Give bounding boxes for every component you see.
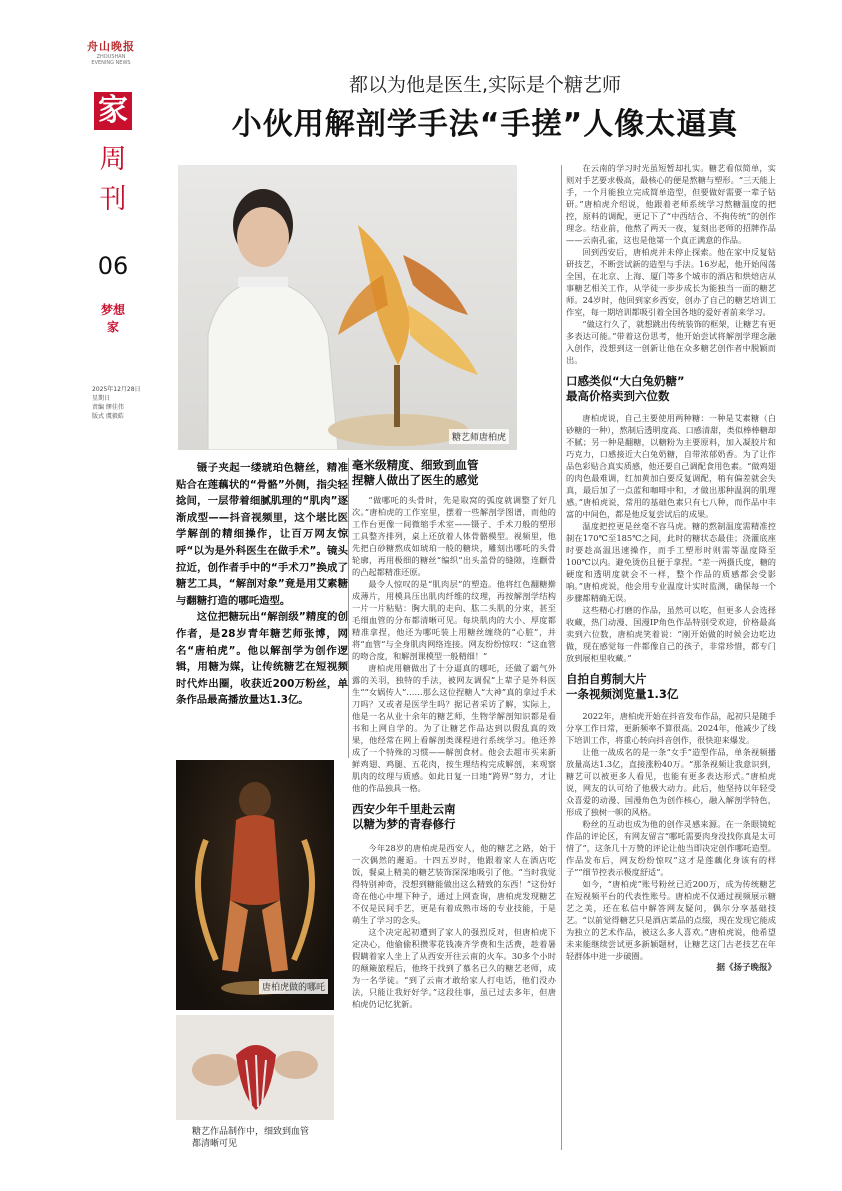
section-logo: 家 [94, 92, 132, 130]
subheading-1-line1: 毫米级精度、细致到血管 [352, 458, 479, 472]
closeup-caption-line2: 都清晰可见 [192, 1139, 238, 1149]
body-paragraph: “做这行久了，就想跳出传统装饰的框架，让糖艺有更多表达可能。”带着这份思考，他开始尝试将解剖学理念融入创作，没想到这一创新让他在众多糖艺创作者中脱颖而出。 [566, 319, 776, 365]
body-paragraph: 如今，“唐柏虎”账号粉丝已近200万，成为传统糖艺在短视频平台的代表性账号。唐柏虎不仅通过视频展示糖艺之美，还在私信中解答网友疑问，偶尔分享基础技艺。“以前觉得糖艺只是酒店菜品的点缀，现在发现它能成为独立的艺术作品，被这么多人喜欢。”唐柏虎说，他希望未来能继续尝试更多新颖题材，让糖艺这门古老技艺在年轻群体中进一步破圈。 [566, 879, 776, 961]
body-paragraph: 2022年，唐柏虎开始在抖音发布作品，起初只是随手分享工作日常，更新频率不算很高。2024年，他减少了线下培训工作，将重心转向抖音创作，很快迎来爆发。 [566, 711, 776, 745]
kicker-headline: 都以为他是医生,实际是个糖艺师 [348, 74, 622, 96]
layout-credit: 版式 虞毅皓 [92, 413, 124, 420]
subheading-4 [566, 672, 776, 702]
closeup-illustration [176, 1015, 334, 1120]
main-photo [178, 165, 517, 450]
body-paragraph: 回到西安后，唐柏虎并未停止探索。他在家中反复钻研技艺，不断尝试新的造型与手法。16岁起，他开始闯荡全国，在北京、上海、厦门等多个城市的酒店和烘焙店从事糖艺相关工作，从学徒一步步成长为能独当一面的糖艺师。24岁时，他回到家乡西安，创办了自己的糖艺培训工作室，每一期培训都吸引着全国各地的爱好者前来学习。 [566, 247, 776, 317]
column-name: 梦想家 [100, 303, 125, 334]
body-paragraph: 今年28岁的唐柏虎是西安人，他的糖艺之路，始于一次偶然的邂逅。十四五岁时，他跟着家人在酒店吃饭，餐桌上精美的糖艺装饰深深地吸引了他。“当时我觉得特别神奇，没想到糖能做出这么精致的东西！”这份好奇在他心中埋下种子，通过上网查询，唐柏虎发现糖艺不仅是民间手艺，更是有着成熟市场的专业技能，于是萌生了学习的念头。 [352, 843, 556, 925]
column-divider [348, 458, 349, 758]
body-paragraph: “做哪吒的头骨时，先是取窝的弧度就调整了好几次。”唐柏虎的工作室里，摆着一些解剖学图谱，而他的工作台更像一间微缩手术室——镊子、手术刀般的塑形工具整齐排列，桌上还放着人体骨骼模型。视频里，他先把白砂糖熬成如琥珀一般的糖块，雕刻出哪吒的头骨轮廓，再用极细的糖丝“编织”出头盖骨的缝隙，连颧骨的凸起都精准还原。 [352, 495, 556, 577]
body-paragraph: 这个决定起初遭到了家人的强烈反对，但唐柏虎下定决心，他偷偷积攒零花钱凑齐学费和生活费，趁着暑假瞒着家人坐上了从西安开往云南的火车。30多个小时的颠簸旅程后，他终于找到了慕名已久的糖艺老师，成为一名学徒。“到了云南才敢给家人打电话，他们没办法，只能让我好好学。”这段往事，虽已过去多年，但唐柏虎仍记忆犹新。 [352, 927, 556, 1009]
lead-paragraphs [176, 460, 348, 709]
nezha-caption: 唐柏虎做的哪吒 [259, 979, 328, 994]
lead-paragraph: 镊子夹起一缕琥珀色糖丝，精准贴合在莲藕状的“骨骼”外侧，指尖轻捻间，一层带着细腻肌理的“肌肉”逐渐成型——抖音视频里，这个堪比医学解剖的精细操作，让百万网友惊呼“以为是外科医生在做手术”。镜头拉近，创作者手中的“手术刀”换成了糖艺工具，“解剖对象”竟是用艾素糖与翻糖打造的哪吒造型。 [176, 462, 348, 607]
column-divider [561, 165, 562, 1150]
subheading-3 [566, 374, 776, 404]
subheading-1 [352, 458, 552, 488]
lead-paragraph: 这位把糖玩出“解剖级”精度的创作者，是28岁青年糖艺师张博，网名“唐柏虎”。他以解剖学为创作逻辑，用糖为媒，让传统糖艺在短视频时代炸出圈，收获近200万粉丝，单条作品最高播放量达1.3亿。 [176, 611, 348, 707]
masthead-name-en-line1: ZHOUSHAN [96, 54, 126, 60]
body-paragraph: 唐柏虎说，自己主要使用两种糖：一种是艾素糖（白砂糖的一种），熬制后透明度高、口感清甜，类似棒棒糖却不腻；另一种是翻糖，以糖粉为主要原料，加入凝胶片和巧克力，口感接近大白兔奶糖，自带浓郁奶香。为了让作品色彩贴合真实质感，他还要自己调配食用色素。“做鸡翅的肉色最难调，红加黄加白要反复调配，稍有偏差就会失真，最后加了一点蓝和咖啡中和，才做出那种温润的肌理感。”唐柏虎说，常用的基础色素只有七八种，而作品中丰富的中间色，都是他反复尝试后的成果。 [566, 413, 776, 519]
closeup-photo [176, 1015, 334, 1120]
masthead-name-en [83, 54, 139, 66]
subheading-1-line2: 捏糖人做出了医生的感觉 [352, 473, 479, 487]
main-photo-caption: 糖艺师唐柏虎 [449, 429, 509, 444]
closeup-caption [192, 1126, 342, 1150]
article-column-middle [352, 494, 556, 1010]
body-paragraph: 最令人惊叹的是“肌肉层”的塑造。他将红色翻糖擀成薄片，用模具压出肌肉纤维的纹理，再按解剖学结构一片一片粘贴：胸大肌的走向、肱二头肌的分束，甚至毛细血管的分布都清晰可见。每块肌肉的大小、厚度都精准拿捏，他还为哪吒装上用糖丝缠绕的“心脏”，并将“血管”与全身肌肉网络连接。网友纷纷惊叹：“这血管的吻合度，和解剖课模型一般精细！” [352, 579, 556, 661]
body-paragraph: 温度把控更是丝毫不容马虎。糖的熬制温度需精准控制在170℃至185℃之间，此时的糖状态最佳；浇灌底座时要趁高温迅速操作，而手工塑形时则需等温度降至100℃以内。避免烫伤且便于拿捏。“差一两摄氏度，糖的硬度和透明度就会不一样，整个作品的质感都会受影响。”唐柏虎说，他会用专业温度计实时监测，确保每一个步骤都精确无误。 [566, 521, 776, 603]
subheading-4-line2: 一条视频浏览量1.3亿 [566, 687, 679, 701]
body-paragraph: 让他一战成名的是一条“女手”造型作品，单条视频播放量高达1.3亿，直接涨粉40万。“那条视频让我意识到，糖艺可以被更多人看见，也能有更多表达形式。”唐柏虎说，网友的认可给了他极大动力。此后，他坚持以年轻受众喜爱的动漫、国漫角色为创作核心，融入解剖学特色，形成了独树一帜的风格。 [566, 747, 776, 817]
body-paragraph: 粉丝的互动也成为他的创作灵感来源。在一条眼镜蛇作品的评论区，有网友留言“哪吒需要肉身没找你真是太可惜了”，这条几十万赞的评论让他当即决定创作哪吒造型。作品发布后，网友纷纷惊叹“这才是莲藕化身该有的样子”“细节控表示极度舒适”。 [566, 819, 776, 877]
main-headline: 小伙用解剖学手法“手搓”人像太逼真 [231, 107, 739, 142]
body-paragraph: 这些精心打磨的作品，虽然可以吃，但更多人会选择收藏，热门动漫、国漫IP角色作品特别受欢迎，价格最高卖到六位数，唐柏虎笑着说：“刚开始做的时候会边吃边做，现在感觉每一件都像自己的孩子，非常珍惜，都专门放到展柜里收藏。” [566, 605, 776, 663]
section-name: 周刊 [99, 144, 127, 215]
page-meta [92, 385, 152, 421]
editor-credit: 责编 缪佳伟 [92, 404, 124, 411]
nezha-illustration [176, 760, 334, 1010]
page-number: 06 [97, 252, 129, 280]
issue-weekday: 星期日 [92, 395, 111, 402]
masthead-name-cn: 舟山晚报 [87, 40, 135, 53]
body-paragraph: 唐柏虎用糖做出了十分逼真的哪吒，还做了霸气外露的关羽，独特的手法，被网友调侃“上辈子是外科医生”“女娲传人”……那么这位捏糖人“大神”真的拿过手术刀吗？又或者是医学生吗？据记者采访了解，实际上，他是一名从业十余年的糖艺师，生物学解剖知识都是看书和上网自学的。为了让糖艺作品达到以假乱真的效果，他经常在网上看解剖类课程进行系统学习。他还养成了一个特殊的习惯——解剖食材。他会去超市买来新鲜鸡翅、鸡腿、五花肉，按生理结构完成解剖，来观察肌肉的纹理与质感。如此日复一日地“跨界”努力，才让他的作品独具一格。 [352, 663, 556, 793]
subheading-4-line1: 自拍自剪制大片 [566, 672, 647, 686]
article-column-right [566, 162, 776, 974]
closeup-caption-line1: 糖艺作品制作中，细致到血管 [192, 1127, 310, 1137]
subheading-2 [352, 802, 556, 832]
masthead-name-en-line2: EVENING NEWS [91, 60, 131, 66]
subheading-3-line2: 最高价格卖到六位数 [566, 389, 670, 403]
source-credit: 据《扬子晚报》 [716, 963, 776, 973]
main-photo-illustration [178, 165, 517, 450]
nezha-photo [176, 760, 334, 1010]
body-paragraph: 在云南的学习时光虽短暂却扎实。糖艺看似简单，实则对手艺要求极高，最核心的便是熬糖与塑形。“三天能上手，一个月能独立完成简单造型，但要做好需要一辈子钻研。”唐柏虎介绍说，他跟着老师系统学习熬糖温度的把控，原料的调配，更记下了“中西结合、不拘传统”的创作理念。结业前，他熬了两天一夜，复刻出老师的招牌作品——云南孔雀，这也是他第一个真正满意的作品。 [566, 163, 776, 245]
subheading-3-line1: 口感类似“大白兔奶糖” [566, 374, 685, 388]
subheading-2-line1: 西安少年千里赴云南 [352, 802, 456, 816]
issue-date: 2025年12月28日 [92, 386, 141, 393]
subheading-2-line2: 以糖为梦的青春修行 [352, 817, 456, 831]
masthead [83, 38, 139, 66]
